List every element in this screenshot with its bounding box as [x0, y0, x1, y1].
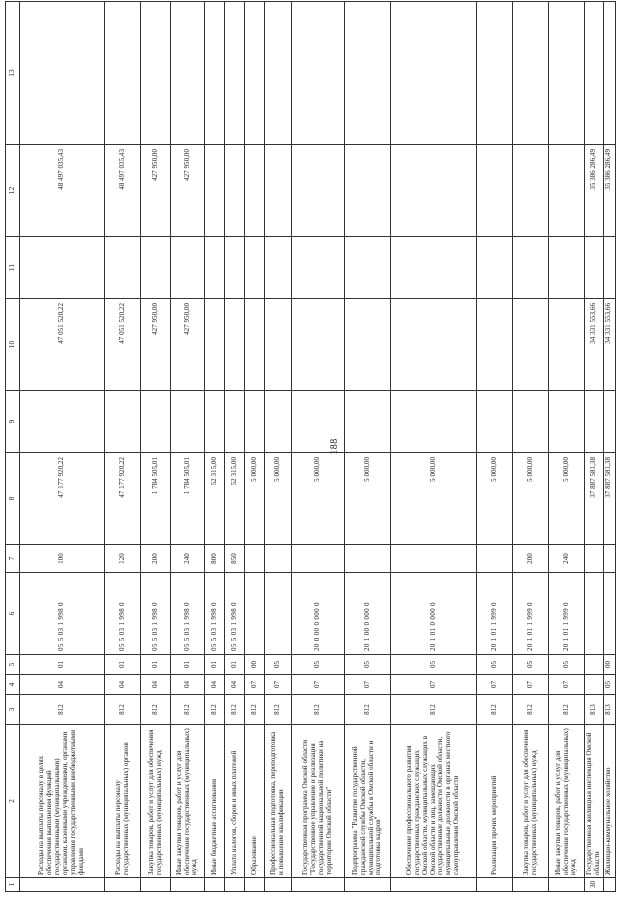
amount-col-9 [20, 391, 105, 453]
amount-col-9 [105, 391, 141, 453]
expense-type-code: 240 [171, 545, 205, 573]
target-article-code: 05 5 03 1 998 0 [205, 573, 225, 655]
table-row [225, 2, 245, 892]
amount-year-2: 427 950,00 [141, 299, 171, 391]
column-number: 2 [6, 725, 20, 878]
subsection-code: 01 [171, 655, 205, 675]
column-number: 8 [6, 453, 20, 545]
amount-col-13 [391, 2, 477, 145]
row-description: Уплата налогов, сборов и иных платежей [225, 725, 245, 878]
admin-code: 813 [603, 695, 615, 725]
subsection-code: 01 [205, 655, 225, 675]
amount-col-13 [513, 2, 549, 145]
amount-col-9 [603, 391, 615, 453]
table-row [245, 2, 265, 892]
amount-year-3 [225, 145, 245, 237]
row-number [105, 878, 141, 892]
expense-type-code [345, 545, 391, 573]
amount-year-2 [477, 299, 513, 391]
column-number: 13 [6, 2, 20, 145]
target-article-code [245, 573, 265, 655]
section-code: 04 [205, 675, 225, 695]
page-number: 188 [328, 438, 340, 455]
amount-col-13 [205, 2, 225, 145]
subsection-code: 01 [20, 655, 105, 675]
amount-col-9 [265, 391, 292, 453]
amount-col-11 [391, 237, 477, 299]
column-number: 3 [6, 695, 20, 725]
amount-year-2: 34 331 553,66 [603, 299, 615, 391]
table-row [549, 2, 585, 892]
amount-col-11 [292, 237, 345, 299]
amount-year-3 [391, 145, 477, 237]
amount-year-2 [245, 299, 265, 391]
column-number: 7 [6, 545, 20, 573]
amount-year-1: 37 887 581,38 [603, 453, 615, 545]
amount-year-2 [292, 299, 345, 391]
table-row [265, 2, 292, 892]
expense-type-code [477, 545, 513, 573]
expense-type-code [391, 545, 477, 573]
amount-col-13 [345, 2, 391, 145]
amount-year-1: 5 000,00 [549, 453, 585, 545]
row-number [225, 878, 245, 892]
target-article-code: 05 5 03 1 998 0 [141, 573, 171, 655]
amount-col-13 [585, 2, 604, 145]
row-description: Иные закупки товаров, работ и услуг для обеспечения государственных (муниципальных) нужд [549, 725, 585, 878]
amount-col-13 [603, 2, 615, 145]
admin-code: 812 [549, 695, 585, 725]
row-description: Профессиональная подготовка, переподготовка и повышение квалификации [265, 725, 292, 878]
amount-col-9 [477, 391, 513, 453]
expense-type-code: 100 [20, 545, 105, 573]
subsection-code: 05 [513, 655, 549, 675]
amount-year-3 [345, 145, 391, 237]
section-code: 07 [391, 675, 477, 695]
budget-table [5, 1, 616, 892]
admin-code: 812 [171, 695, 205, 725]
row-number [245, 878, 265, 892]
subsection-code [585, 655, 604, 675]
row-number [549, 878, 585, 892]
row-number [603, 878, 615, 892]
section-code: 07 [477, 675, 513, 695]
subsection-code: 05 [292, 655, 345, 675]
row-number [513, 878, 549, 892]
amount-year-3 [477, 145, 513, 237]
expense-type-code: 200 [141, 545, 171, 573]
amount-col-13 [105, 2, 141, 145]
row-number [477, 878, 513, 892]
target-article-code: 20 0 00 0 000 0 [292, 573, 345, 655]
section-code: 05 [603, 675, 615, 695]
amount-year-1: 5 000,00 [513, 453, 549, 545]
amount-year-2: 427 950,00 [171, 299, 205, 391]
admin-code: 812 [105, 695, 141, 725]
subsection-code: 05 [477, 655, 513, 675]
amount-col-11 [171, 237, 205, 299]
amount-col-13 [292, 2, 345, 145]
amount-year-3 [513, 145, 549, 237]
subsection-code: 05 [549, 655, 585, 675]
amount-year-2 [513, 299, 549, 391]
amount-year-3 [292, 145, 345, 237]
row-number [205, 878, 225, 892]
row-number [265, 878, 292, 892]
amount-year-3: 48 497 035,43 [105, 145, 141, 237]
row-number: 30 [585, 878, 604, 892]
target-article-code [265, 573, 292, 655]
amount-year-3 [205, 145, 225, 237]
row-description: Иные бюджетные ассигнования [205, 725, 225, 878]
admin-code: 812 [292, 695, 345, 725]
amount-year-1: 37 887 581,38 [585, 453, 604, 545]
subsection-code: 01 [141, 655, 171, 675]
admin-code: 812 [205, 695, 225, 725]
admin-code: 812 [141, 695, 171, 725]
amount-year-1: 5 000,00 [292, 453, 345, 545]
amount-year-3: 48 497 035,43 [20, 145, 105, 237]
amount-col-11 [603, 237, 615, 299]
expense-type-code [585, 545, 604, 573]
budget-table-rotated [5, 2, 613, 892]
amount-year-3: 35 386 286,49 [585, 145, 604, 237]
amount-year-3 [245, 145, 265, 237]
amount-year-3 [265, 145, 292, 237]
expense-type-code: 850 [225, 545, 245, 573]
admin-code: 812 [265, 695, 292, 725]
admin-code: 812 [20, 695, 105, 725]
amount-col-9 [141, 391, 171, 453]
section-code: 04 [225, 675, 245, 695]
subsection-code: 00 [245, 655, 265, 675]
admin-code: 812 [345, 695, 391, 725]
section-code: 07 [513, 675, 549, 695]
amount-year-1: 5 000,00 [245, 453, 265, 545]
column-number-row [6, 2, 20, 892]
column-number: 12 [6, 145, 20, 237]
section-code: 04 [20, 675, 105, 695]
expense-type-code: 120 [105, 545, 141, 573]
amount-col-11 [245, 237, 265, 299]
amount-year-2 [205, 299, 225, 391]
row-number [20, 878, 105, 892]
row-description: Расходы на выплаты персоналу в целях обеспечения выполнения функций государственными (муниципальными) органами, казенными учреждениями, органами управления государственными внебюджетными фондами [20, 725, 105, 878]
row-number [391, 878, 477, 892]
admin-code: 812 [513, 695, 549, 725]
amount-col-13 [20, 2, 105, 145]
amount-year-2 [225, 299, 245, 391]
row-description: Государственная программа Омской области "Государственное управление и реализация государственной национальной политики на территории Омской области" [292, 725, 345, 878]
amount-year-1: 5 000,00 [345, 453, 391, 545]
amount-col-11 [345, 237, 391, 299]
amount-year-1: 52 315,00 [205, 453, 225, 545]
amount-col-11 [205, 237, 225, 299]
admin-code: 812 [225, 695, 245, 725]
row-description: Подпрограмма "Развитие государственной гражданской службы Омской области, муниципальной службы в Омской области и подготовка кадров" [345, 725, 391, 878]
row-description: Реализация прочих мероприятий [477, 725, 513, 878]
column-number: 5 [6, 655, 20, 675]
admin-code: 813 [585, 695, 604, 725]
target-article-code: 05 5 03 1 998 0 [171, 573, 205, 655]
row-description: Иные закупки товаров, работ и услуг для обеспечения государственных (муниципальных) нужд [171, 725, 205, 878]
expense-type-code [292, 545, 345, 573]
amount-year-2: 47 051 520,22 [20, 299, 105, 391]
amount-year-1: 47 177 920,22 [105, 453, 141, 545]
amount-year-2: 47 051 520,22 [105, 299, 141, 391]
row-description: Образование [245, 725, 265, 878]
table-row [345, 2, 391, 892]
row-number [345, 878, 391, 892]
amount-year-2 [265, 299, 292, 391]
table-row [585, 2, 604, 892]
subsection-code: 05 [391, 655, 477, 675]
amount-year-1: 1 784 505,01 [171, 453, 205, 545]
row-description: Закупка товаров, работ и услуг для обеспечения государственных (муниципальных) нужд [513, 725, 549, 878]
target-article-code: 05 5 03 1 998 0 [105, 573, 141, 655]
amount-year-2 [391, 299, 477, 391]
target-article-code: 20 1 01 1 999 0 [549, 573, 585, 655]
section-code: 07 [265, 675, 292, 695]
section-code: 04 [141, 675, 171, 695]
column-number: 4 [6, 675, 20, 695]
amount-year-1: 5 000,00 [391, 453, 477, 545]
amount-col-11 [477, 237, 513, 299]
subsection-code: 00 [603, 655, 615, 675]
amount-col-11 [141, 237, 171, 299]
target-article-code: 20 1 00 0 000 0 [345, 573, 391, 655]
amount-col-13 [245, 2, 265, 145]
admin-code: 812 [477, 695, 513, 725]
amount-col-11 [513, 237, 549, 299]
subsection-code: 01 [105, 655, 141, 675]
row-description: Закупка товаров, работ и услуг для обеспечения государственных (муниципальных) нужд [141, 725, 171, 878]
amount-col-9 [225, 391, 245, 453]
amount-year-1: 47 177 920,22 [20, 453, 105, 545]
expense-type-code [603, 545, 615, 573]
amount-year-3: 427 950,00 [171, 145, 205, 237]
target-article-code: 05 5 03 1 998 0 [225, 573, 245, 655]
column-number: 6 [6, 573, 20, 655]
amount-col-9 [205, 391, 225, 453]
section-code: 04 [105, 675, 141, 695]
amount-year-3: 427 950,00 [141, 145, 171, 237]
amount-col-11 [20, 237, 105, 299]
amount-year-1: 5 000,00 [265, 453, 292, 545]
expense-type-code: 800 [205, 545, 225, 573]
row-description: Обеспечение профессионального развития государственных гражданских служащих Омской области, муниципальных служащих в Омской области и лиц, замещающих государственные должности Омской области, муниципальные должности в органах местного самоуправления Омской области [391, 725, 477, 878]
amount-year-1: 1 784 505,01 [141, 453, 171, 545]
expense-type-code: 240 [549, 545, 585, 573]
row-number [292, 878, 345, 892]
target-article-code: 20 1 01 1 999 0 [513, 573, 549, 655]
amount-col-9 [549, 391, 585, 453]
section-code: 04 [171, 675, 205, 695]
row-description: Расходы на выплаты персоналу государственных (муниципальных) органов [105, 725, 141, 878]
expense-type-code: 200 [513, 545, 549, 573]
amount-col-9 [513, 391, 549, 453]
amount-col-13 [141, 2, 171, 145]
column-number: 1 [6, 878, 20, 892]
subsection-code: 01 [225, 655, 245, 675]
amount-col-9 [171, 391, 205, 453]
target-article-code [603, 573, 615, 655]
section-code: 07 [292, 675, 345, 695]
table-body [6, 2, 616, 892]
amount-col-13 [171, 2, 205, 145]
target-article-code: 20 1 01 0 000 0 [391, 573, 477, 655]
target-article-code: 05 5 03 1 998 0 [20, 573, 105, 655]
subsection-code: 05 [265, 655, 292, 675]
row-description: Государственная жилищная инспекция Омской области [585, 725, 604, 878]
amount-col-11 [265, 237, 292, 299]
table-row [513, 2, 549, 892]
amount-year-3 [549, 145, 585, 237]
section-code: 07 [245, 675, 265, 695]
table-row [141, 2, 171, 892]
amount-year-2: 34 331 553,66 [585, 299, 604, 391]
amount-col-9 [585, 391, 604, 453]
amount-year-2 [549, 299, 585, 391]
section-code: 07 [549, 675, 585, 695]
target-article-code: 20 1 01 1 999 0 [477, 573, 513, 655]
amount-col-13 [549, 2, 585, 145]
admin-code: 812 [391, 695, 477, 725]
amount-col-11 [585, 237, 604, 299]
row-description: Жилищно-коммунальное хозяйство [603, 725, 615, 878]
amount-year-2 [345, 299, 391, 391]
amount-col-13 [225, 2, 245, 145]
amount-col-13 [265, 2, 292, 145]
amount-year-1: 5 000,00 [477, 453, 513, 545]
table-row [391, 2, 477, 892]
amount-col-11 [105, 237, 141, 299]
row-number [171, 878, 205, 892]
table-row [205, 2, 225, 892]
table-row [171, 2, 205, 892]
subsection-code: 05 [345, 655, 391, 675]
amount-col-9 [292, 391, 345, 453]
column-number: 9 [6, 391, 20, 453]
section-code: 07 [345, 675, 391, 695]
table-row [105, 2, 141, 892]
amount-col-9 [345, 391, 391, 453]
amount-col-9 [245, 391, 265, 453]
expense-type-code [265, 545, 292, 573]
target-article-code [585, 573, 604, 655]
column-number: 11 [6, 237, 20, 299]
expense-type-code [245, 545, 265, 573]
amount-col-11 [225, 237, 245, 299]
column-number: 10 [6, 299, 20, 391]
amount-col-13 [477, 2, 513, 145]
table-row [20, 2, 105, 892]
table-row [603, 2, 615, 892]
amount-year-1: 52 315,00 [225, 453, 245, 545]
amount-col-9 [391, 391, 477, 453]
amount-year-3: 35 386 286,49 [603, 145, 615, 237]
table-row [477, 2, 513, 892]
admin-code: 812 [245, 695, 265, 725]
section-code [585, 675, 604, 695]
row-number [141, 878, 171, 892]
amount-col-11 [549, 237, 585, 299]
table-row [292, 2, 345, 892]
